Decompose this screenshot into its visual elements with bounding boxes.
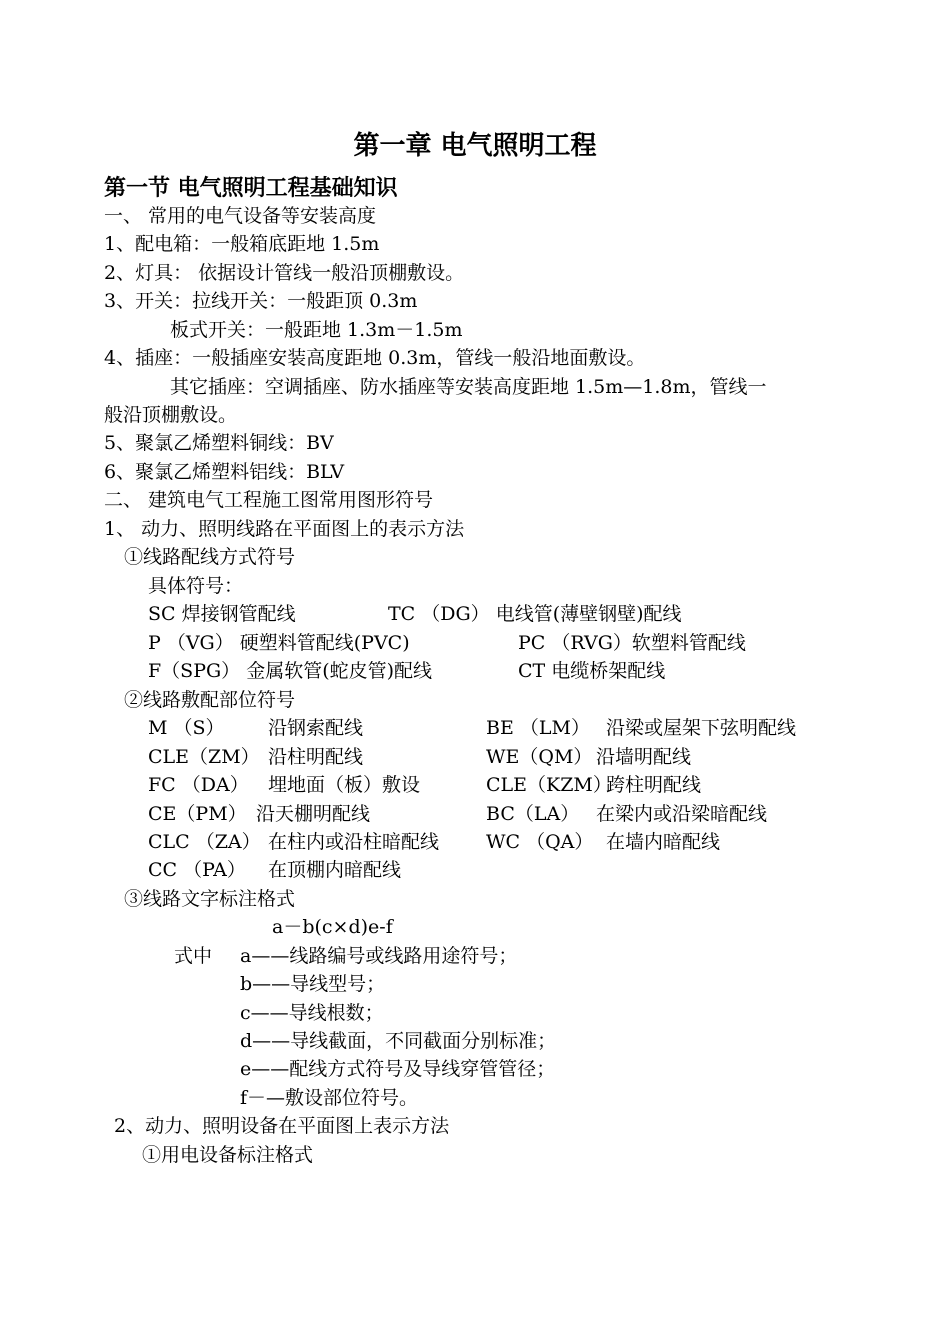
wiring-row: SC 焊接钢管配线 bbox=[148, 603, 296, 625]
laying-desc: 在墙内暗配线 bbox=[606, 831, 721, 853]
subsection-1: 1、 动力、照明线路在平面图上的表示方法 bbox=[104, 518, 465, 540]
laying-desc: 沿梁或屋架下弦明配线 bbox=[606, 717, 797, 739]
wiring-row: P （VG） 硬塑料管配线(PVC) bbox=[148, 632, 410, 654]
laying-desc: 埋地面（板）敷设 bbox=[268, 774, 421, 796]
formula-definition: d——导线截面，不同截面分别标准； bbox=[240, 1030, 557, 1052]
formula-definition: e——配线方式符号及导线穿管管径； bbox=[240, 1058, 556, 1080]
laying-code: M （S） bbox=[148, 717, 225, 739]
wiring-method-title: ①线路配线方式符号 bbox=[124, 546, 296, 568]
formula-definition: a——线路编号或线路用途符号； bbox=[240, 945, 518, 967]
laying-code: WC （QA） bbox=[486, 831, 594, 853]
part1-heading: 一、 常用的电气设备等安装高度 bbox=[104, 205, 377, 227]
annotation-formula: a－b(c×d)e-f bbox=[272, 916, 393, 938]
wiring-row: TC （DG） 电线管(薄壁钢壁)配线 bbox=[388, 603, 682, 625]
formula-definition: b——导线型号； bbox=[240, 973, 386, 995]
laying-code: WE（QM） bbox=[486, 746, 593, 768]
laying-desc: 沿天棚明配线 bbox=[256, 803, 371, 825]
formula-definition: f－—敷设部位符号。 bbox=[240, 1087, 419, 1109]
wiring-row: F（SPG） 金属软管(蛇皮管)配线 bbox=[148, 660, 433, 682]
laying-location-title: ②线路敷配部位符号 bbox=[124, 689, 296, 711]
item-switch-board: 板式开关：一般距地 1.3m－1.5m bbox=[170, 319, 463, 341]
laying-desc: 沿柱明配线 bbox=[268, 746, 364, 768]
formula-definition: c——导线根数； bbox=[240, 1002, 384, 1024]
annotation-format-title: ③线路文字标注格式 bbox=[124, 888, 296, 910]
item-socket: 4、插座：一般插座安装高度距地 0.3m，管线一般沿地面敷设。 bbox=[104, 347, 646, 369]
item-lamps: 2、灯具： 依据设计管线一般沿顶棚敷设。 bbox=[104, 262, 465, 284]
wiring-row: PC （RVG）软塑料管配线 bbox=[518, 632, 746, 654]
item-other-socket-line1: 其它插座：空调插座、防水插座等安装高度距地 1.5m—1.8m，管线一 bbox=[170, 376, 767, 398]
laying-desc: 在梁内或沿梁暗配线 bbox=[596, 803, 768, 825]
item-distribution-box: 1、配电箱：一般箱底距地 1.5m bbox=[104, 233, 380, 255]
laying-desc: 跨柱明配线 bbox=[606, 774, 702, 796]
laying-desc: 在柱内或沿柱暗配线 bbox=[268, 831, 440, 853]
laying-code: CC （PA） bbox=[148, 859, 246, 881]
equipment-format-title: ①用电设备标注格式 bbox=[142, 1144, 314, 1166]
item-blv: 6、聚氯乙烯塑料铝线：BLV bbox=[104, 461, 345, 483]
laying-code: BC（LA） bbox=[486, 803, 580, 825]
item-other-socket-line2: 般沿顶棚敷设。 bbox=[104, 404, 238, 426]
item-switch: 3、开关：拉线开关：一般距顶 0.3m bbox=[104, 290, 418, 312]
laying-desc: 沿钢索配线 bbox=[268, 717, 364, 739]
section-title: 第一节 电气照明工程基础知识 bbox=[104, 175, 398, 201]
chapter-title: 第一章 电气照明工程 bbox=[353, 131, 597, 161]
item-bv: 5、聚氯乙烯塑料铜线：BV bbox=[104, 432, 334, 454]
laying-code: FC （DA） bbox=[148, 774, 249, 796]
laying-code: CLE（ZM） bbox=[148, 746, 260, 768]
laying-code: CLE（KZM） bbox=[486, 774, 612, 796]
part2-heading: 二、 建筑电气工程施工图常用图形符号 bbox=[104, 489, 434, 511]
wiring-row: CT 电缆桥架配线 bbox=[518, 660, 666, 682]
laying-code: CLC （ZA） bbox=[148, 831, 261, 853]
subsection-2: 2、动力、照明设备在平面图上表示方法 bbox=[114, 1115, 450, 1137]
laying-code: CE（PM） bbox=[148, 803, 247, 825]
laying-desc: 沿墙明配线 bbox=[596, 746, 692, 768]
where-label: 式中 bbox=[174, 945, 213, 967]
laying-desc: 在顶棚内暗配线 bbox=[268, 859, 402, 881]
laying-code: BE （LM） bbox=[486, 717, 590, 739]
specific-symbols-label: 具体符号： bbox=[148, 575, 244, 597]
